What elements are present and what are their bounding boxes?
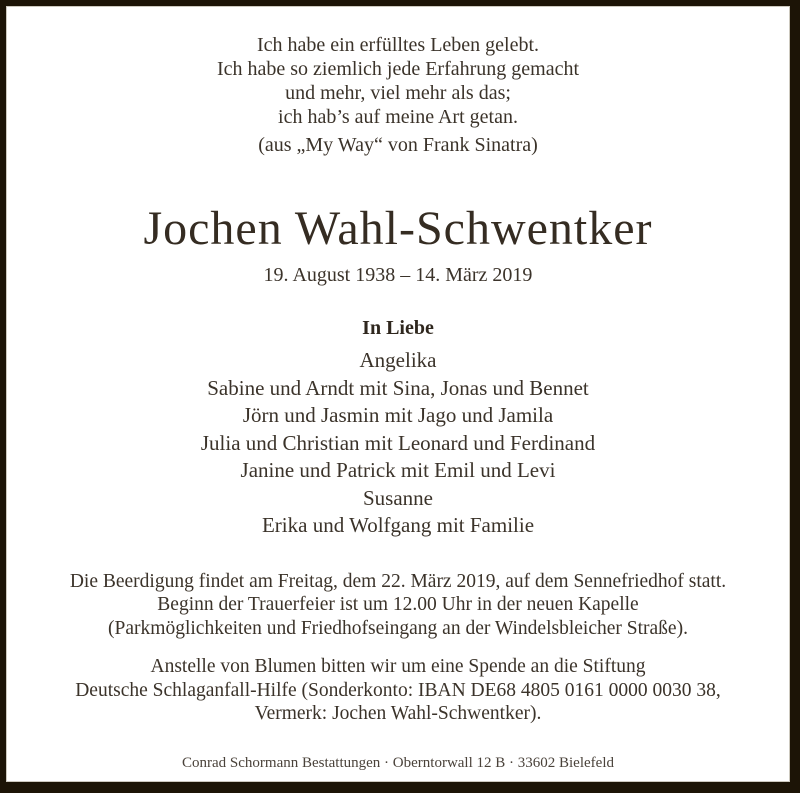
family-heading: In Liebe [362, 317, 434, 339]
funeral-line: (Parkmöglichkeiten und Friedhofseingang an der Windelsbleicher Straße). [108, 617, 688, 639]
funeral-info [7, 570, 789, 641]
quote-attribution: (aus „My Way“ von Frank Sinatra) [258, 134, 538, 156]
deceased-dates: 19. August 1938 – 14. März 2019 [263, 264, 533, 286]
family-member: Susanne [363, 485, 433, 510]
donation-info [7, 655, 789, 726]
obituary-page [6, 6, 790, 782]
family-member: Jörn und Jasmin mit Jago und Jamila [242, 403, 554, 427]
deceased-name: Jochen Wahl-Schwentker [143, 202, 653, 255]
donation-line: Deutsche Schlaganfall-Hilfe (Sonderkonto: IBAN DE68 4805 0161 0000 0030 38, [75, 679, 721, 701]
family-member: Sabine und Arndt mit Sina, Jonas und Bennet [207, 375, 589, 400]
family-list [7, 347, 789, 540]
funeral-home-footer: Conrad Schormann Bestattungen · Oberntorwall 12 B · 33602 Bielefeld [182, 754, 614, 771]
quote-line: Ich habe so ziemlich jede Erfahrung gemacht [216, 58, 580, 80]
family-member: Angelika [359, 348, 437, 372]
donation-line: Vermerk: Jochen Wahl-Schwentker). [254, 703, 542, 724]
family-member: Janine und Patrick mit Emil und Levi [240, 458, 556, 482]
quote-line: und mehr, viel mehr als das; [285, 82, 511, 104]
quote-line: ich hab’s auf meine Art getan. [278, 106, 518, 128]
funeral-line: Die Beerdigung findet am Freitag, dem 22. März 2019, auf dem Sennefriedhof statt. [69, 570, 727, 592]
funeral-line: Beginn der Trauerfeier ist um 12.00 Uhr in der neuen Kapelle [157, 594, 639, 615]
family-member: Erika und Wolfgang mit Familie [261, 513, 535, 537]
family-member: Julia und Christian mit Leonard und Ferdinand [200, 430, 596, 455]
quote-block [7, 33, 789, 129]
donation-line: Anstelle von Blumen bitten wir um eine Spende an die Stiftung [150, 656, 646, 677]
quote-line: Ich habe ein erfülltes Leben gelebt. [256, 34, 540, 56]
